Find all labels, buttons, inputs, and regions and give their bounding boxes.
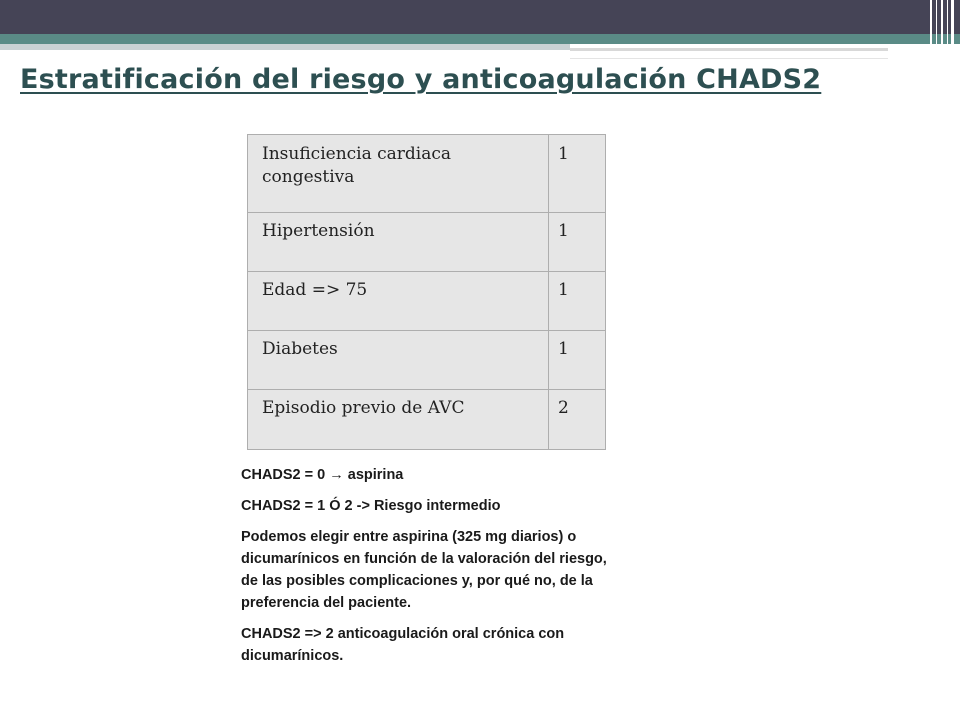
recommendations-text [241,464,611,676]
header-decor-vline [947,0,948,62]
slide-title: Estratificación del riesgo y anticoagulación CHADS2 [20,64,822,95]
points-cell: 1 [549,331,606,390]
risk-factor-cell: Edad => 75 [248,272,549,331]
header-dark-bar [0,0,960,34]
header-decor-vline [936,0,937,62]
points-cell: 1 [549,135,606,213]
risk-factor-cell: Insuficiencia cardiaca congestiva [248,135,549,213]
note-chads2-intermediate: CHADS2 = 1 Ó 2 -> Riesgo intermedio [241,498,501,514]
header-decor-vline [930,0,932,62]
table-row [248,213,606,272]
note-chads2-high: CHADS2 => 2 anticoagulación oral crónica con dicumarínicos. [241,626,565,664]
header-decor-vline [951,0,954,62]
risk-factor-cell: Hipertensión [248,213,549,272]
table-row [248,135,606,213]
header-teal-bar [0,34,960,44]
risk-factor-cell: Episodio previo de AVC [248,390,549,450]
header-gray-bar [0,44,570,50]
risk-factor-cell: Diabetes [248,331,549,390]
note-chads2-zero: CHADS2 = 0 → aspirina [241,467,404,483]
chads2-score-table [247,134,606,450]
points-cell: 1 [549,213,606,272]
points-cell: 2 [549,390,606,450]
header-decor-vline [941,0,943,62]
table-row [248,390,606,450]
table-row [248,331,606,390]
points-cell: 1 [549,272,606,331]
table-row [248,272,606,331]
header-decor-line [570,58,888,59]
note-treatment-choice: Podemos elegir entre aspirina (325 mg diarios) o dicumarínicos en función de la valoración del riesgo, de las posibles complicaciones y, por qué no, de la preferencia del paciente. [241,529,607,611]
header-decor-line [570,48,888,51]
